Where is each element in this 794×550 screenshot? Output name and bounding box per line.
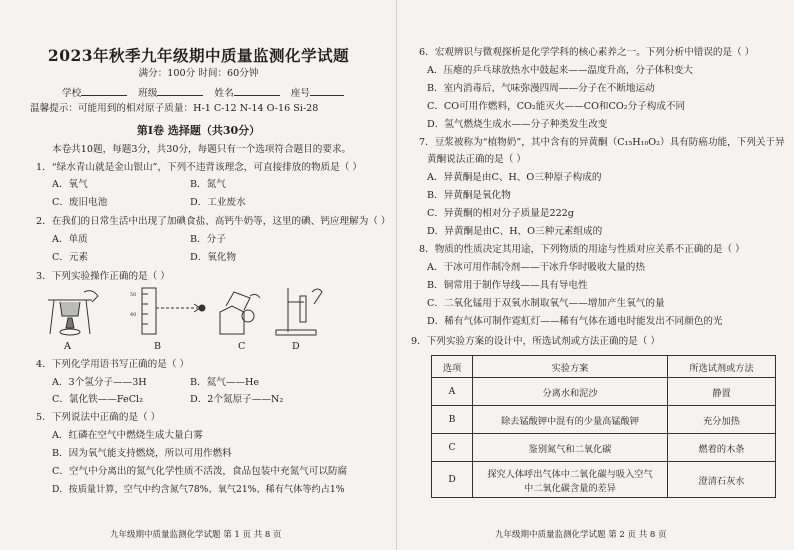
- experiment-plan-table: [431, 355, 776, 498]
- q6-option-a[interactable]: A．压瘪的乒乓球放热水中鼓起来——温度升高，分子体积变大: [427, 65, 693, 76]
- q5-option-a[interactable]: A．红磷在空气中燃烧生成大量白雾: [52, 430, 203, 441]
- row-plan-line-1: 探究人体呼出气体中二氧化碳与吸入空气: [487, 468, 653, 480]
- question-4-stem: 4．下列化学用语书写正确的是（ ）: [36, 359, 190, 370]
- q1-option-d[interactable]: D．工业废水: [190, 197, 246, 208]
- field-class-blank[interactable]: [157, 85, 203, 96]
- row-plan: 鉴别氮气和二氧化碳: [473, 434, 668, 462]
- row-method: 澄清石灰水: [668, 462, 776, 498]
- q5-option-c[interactable]: C．空气中分离出的氮气化学性质不活泼，食品包装中充氮气可以防腐: [52, 466, 348, 477]
- section-description: 本卷共10题，每题3分，共30分，每题只有一个选项符合题目的要求。: [52, 144, 352, 155]
- table-row[interactable]: [432, 434, 776, 462]
- atomic-mass-hint: 温馨提示：可能用到的相对原子质量：H-1 C-12 N-14 O-16 Si-28: [30, 103, 319, 114]
- table-row[interactable]: [432, 462, 776, 498]
- field-school-blank[interactable]: [81, 85, 127, 96]
- q7-option-d[interactable]: D．异黄酮是由C、H、O三种元素组成的: [427, 226, 603, 237]
- q2-option-b[interactable]: B．分子: [190, 234, 226, 245]
- q4-option-b[interactable]: B．氦气——He: [190, 377, 260, 388]
- row-plan: 分离水和泥沙: [473, 378, 668, 406]
- row-plan-line-2: 中二氧化碳含量的差异: [524, 482, 616, 494]
- field-seat-label: 座号: [290, 88, 310, 99]
- q3-option-b[interactable]: B: [154, 341, 162, 352]
- question-7-stem: 7．豆浆被称为“植物奶”，其中含有的异黄酮（C₁₅H₁₀O₂）具有防癌功能，下列关于异: [419, 137, 785, 148]
- question-6-stem: 6．宏观辨识与微观探析是化学学科的核心素养之一。下列分析中错误的是（ ）: [419, 47, 755, 58]
- q7-option-a[interactable]: A．异黄酮是由C、H、O三种原子构成的: [427, 172, 602, 183]
- question-8-stem: 8．物质的性质决定其用途，下列物质的用途与性质对应关系不正确的是（ ）: [419, 244, 745, 255]
- q5-option-d[interactable]: D．按质量计算，空气中约含氮气78%、氧气21%、稀有气体等约占1%: [52, 484, 345, 495]
- q6-option-b[interactable]: B．室内消毒后，气味弥漫四周——分子在不断地运动: [427, 83, 655, 94]
- q3-option-c[interactable]: C: [238, 341, 246, 352]
- q2-option-c[interactable]: C．元素: [52, 252, 89, 263]
- q6-option-d[interactable]: D．氢气燃烧生成水——分子种类发生改变: [427, 119, 608, 130]
- table-header-method: 所选试剂或方法: [668, 356, 776, 378]
- student-info-fields: [62, 85, 344, 100]
- exam-title: 2023年秋季九年级期中质量监测化学试题: [47, 46, 350, 65]
- page-1-footer: 九年级期中质量监测化学试题 第 1 页 共 8 页: [110, 530, 282, 540]
- q8-option-c[interactable]: C．二氧化锰用于双氧水制取氧气——增加产生氧气的量: [427, 298, 665, 309]
- q8-option-b[interactable]: B．铜常用于制作导线——具有导电性: [427, 280, 588, 291]
- test-tube-stand-image: [270, 284, 330, 338]
- graduated-cylinder-image: [128, 284, 208, 338]
- q4-option-c[interactable]: C．氯化铁——FeCl₂: [52, 394, 143, 405]
- q2-option-d[interactable]: D．氧化物: [190, 252, 237, 263]
- svg-text:40: 40: [130, 312, 137, 318]
- row-plan: [473, 462, 668, 498]
- row-option: A: [432, 378, 473, 406]
- field-class-label: 班级: [138, 88, 158, 99]
- question-1-stem: 1．“绿水青山就是金山银山”，下列不违背该理念，可直接排放的物质是（ ）: [36, 162, 362, 173]
- field-school-label: 学校: [62, 88, 82, 99]
- q3-option-d[interactable]: D: [292, 341, 300, 352]
- table-row[interactable]: [432, 378, 776, 406]
- row-method: 充分加热: [668, 406, 776, 434]
- question-9-stem: 9．下列实验方案的设计中，所选试剂或方法正确的是（ ）: [411, 336, 660, 347]
- q8-option-a[interactable]: A．干冰可用作制冷剂——干冰升华时吸收大量的热: [427, 262, 645, 273]
- q2-option-a[interactable]: A．单质: [52, 234, 88, 245]
- svg-text:50: 50: [130, 292, 137, 298]
- row-option: D: [432, 462, 473, 498]
- q4-option-d[interactable]: D．2个氮原子——N₂: [190, 394, 284, 405]
- question-3-stem: 3．下列实验操作正确的是（ ）: [36, 271, 170, 282]
- table-header-row: [432, 356, 776, 378]
- field-name-label: 姓名: [214, 88, 234, 99]
- field-name-blank[interactable]: [234, 85, 280, 96]
- table-row[interactable]: [432, 406, 776, 434]
- row-option: C: [432, 434, 473, 462]
- table-header-option: 选项: [432, 356, 473, 378]
- q6-option-c[interactable]: C．CO可用作燃料，CO₂能灭火——CO和CO₂分子构成不同: [427, 101, 686, 112]
- q1-option-a[interactable]: A．氧气: [52, 179, 88, 190]
- q5-option-b[interactable]: B．因为氧气能支持燃烧，所以可用作燃料: [52, 448, 232, 459]
- field-seat-blank[interactable]: [310, 85, 344, 96]
- page-2-footer: 九年级期中质量监测化学试题 第 2 页 共 8 页: [495, 530, 667, 540]
- question-7-stem-continued: 黄酮说法正确的是（ ）: [427, 154, 526, 165]
- table-header-plan: 实验方案: [473, 356, 668, 378]
- section-title: 第Ⅰ卷 选择题（共30分）: [136, 124, 261, 137]
- row-method: 静置: [668, 378, 776, 406]
- q7-option-c[interactable]: C．异黄酮的相对分子质量是222g: [427, 208, 574, 219]
- row-plan: 除去锰酸钾中混有的少量高锰酸钾: [473, 406, 668, 434]
- lab-heating-apparatus-image: [40, 288, 102, 338]
- dropper-bottle-image: [210, 288, 266, 338]
- row-method: 燃着的木条: [668, 434, 776, 462]
- q4-option-a[interactable]: A．3个氢分子——3H: [52, 377, 147, 388]
- q1-option-b[interactable]: B．氮气: [190, 179, 226, 190]
- q3-option-a[interactable]: A: [64, 341, 71, 352]
- q8-option-d[interactable]: D．稀有气体可制作霓虹灯——稀有气体在通电时能发出不同颜色的光: [427, 316, 723, 327]
- score-time: 满分：100分 时间：60分钟: [138, 68, 259, 79]
- q1-option-c[interactable]: C．废旧电池: [52, 197, 108, 208]
- row-option: B: [432, 406, 473, 434]
- q7-option-b[interactable]: B．异黄酮是氧化物: [427, 190, 511, 201]
- question-2-stem: 2．在我们的日常生活中出现了加碘食盐、高钙牛奶等，这里的碘、钙应理解为（ ）: [36, 216, 391, 227]
- question-5-stem: 5．下列说法中正确的是（ ）: [36, 412, 161, 423]
